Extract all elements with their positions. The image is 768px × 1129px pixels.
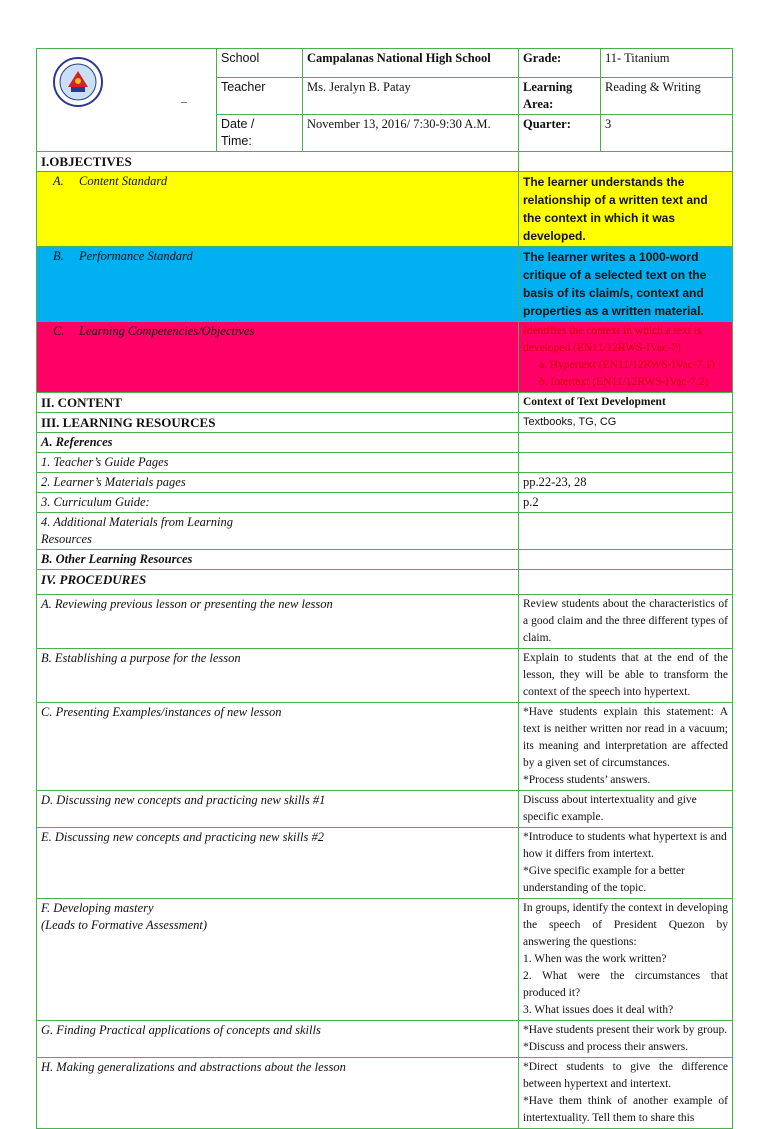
resources-row (37, 413, 733, 433)
procedure-h-value (519, 1058, 733, 1129)
competency-intertext: b. Intertext (EN11/12RWS-IVac-7.2) (539, 376, 709, 388)
procedure-h-row (37, 1058, 733, 1129)
procedure-d-value: Discuss about intertextuality and give specific example. (519, 791, 733, 828)
grade-label: Grade: (519, 49, 601, 78)
lesson-plan-table (36, 48, 733, 1129)
lesson-plan (36, 48, 732, 1129)
curriculum-guide-row (37, 493, 733, 513)
procedure-b-row (37, 649, 733, 703)
procedures-title-row (37, 570, 733, 595)
competencies-letter: C. (53, 324, 65, 338)
other-resources-label: B. Other Learning Resources (37, 550, 519, 570)
competencies-row (37, 322, 733, 393)
seal-cell (37, 49, 217, 152)
procedure-b-label: B. Establishing a purpose for the lesson (37, 649, 519, 703)
procedure-c-row (37, 703, 733, 791)
curriculum-guide-value: p.2 (519, 493, 733, 513)
content-standard-text: Content Standard (79, 174, 168, 188)
performance-standard-letter: B. (53, 249, 64, 263)
competency-main: Identifies the context in which a text is developed (EN11/12RWS-IVac-7) (523, 325, 702, 354)
date-value: November 13, 2016/ 7:30-9:30 A.M. (303, 115, 519, 152)
content-title: II. CONTENT (37, 393, 519, 413)
procedure-c-value (519, 703, 733, 791)
other-resources-row (37, 550, 733, 570)
grade-value: 11- Titanium (601, 49, 733, 78)
procedure-c-line1: *Have students explain this statement: A text is neither written nor read in a vacuum; its meaning and interpretation are affected by a given set of circumstances. (523, 706, 728, 769)
additional-materials-line1: 4. Additional Materials from Learning (41, 515, 234, 529)
school-label: School (217, 49, 303, 78)
competencies-text: Learning Competencies/Objectives (79, 324, 255, 338)
content-row (37, 393, 733, 413)
procedure-h-line2: *Have them think of another example of intertextuality. Tell them to share this (523, 1095, 728, 1124)
procedure-g-label: G. Finding Practical applications of concepts and skills (37, 1021, 519, 1058)
performance-standard-value: The learner writes a 1000-word critique of a selected text on the basis of its claim/s, context and properties as a written material. (519, 247, 733, 322)
quarter-label: Quarter: (519, 115, 601, 152)
procedure-e-line2: *Give specific example for a better understanding of the topic. (523, 865, 685, 894)
learning-area-value: Reading & Writing (601, 78, 733, 115)
objectives-title: I.OBJECTIVES (37, 152, 519, 172)
date-label-line1: Date / (221, 117, 255, 131)
procedure-f-label (37, 899, 519, 1021)
additional-materials-line2: Resources (41, 532, 92, 546)
procedure-a-row (37, 595, 733, 649)
resources-title: III. LEARNING RESOURCES (37, 413, 519, 433)
procedure-b-value: Explain to students that at the end of the lesson, they will be able to transform the context of the speech into hypertext. (519, 649, 733, 703)
performance-standard-label (37, 247, 519, 322)
content-standard-letter: A. (53, 174, 64, 188)
procedure-e-value (519, 828, 733, 899)
deped-seal-icon (53, 57, 103, 107)
competencies-label (37, 322, 519, 393)
procedure-d-label: D. Discussing new concepts and practicing new skills #1 (37, 791, 519, 828)
learner-materials-value: pp.22-23, 28 (519, 473, 733, 493)
teacher-value: Ms. Jeralyn B. Patay (303, 78, 519, 115)
learning-area-label-line2: Area: (523, 97, 554, 111)
learner-materials-label: 2. Learner’s Materials pages (37, 473, 519, 493)
curriculum-guide-label: 3. Curriculum Guide: (37, 493, 519, 513)
procedure-c-label: C. Presenting Examples/instances of new lesson (37, 703, 519, 791)
teacher-guide-label: 1. Teacher’s Guide Pages (37, 453, 519, 473)
content-standard-row (37, 172, 733, 247)
performance-standard-text: Performance Standard (79, 249, 193, 263)
teacher-guide-row (37, 453, 733, 473)
learning-area-label-line1: Learning (523, 80, 573, 94)
procedure-a-value: Review students about the characteristics of a good claim and the three different types of claim. (519, 595, 733, 649)
content-standard-label (37, 172, 519, 247)
school-value: Campalanas National High School (303, 49, 519, 78)
resources-value: Textbooks, TG, CG (519, 413, 733, 433)
quarter-value: 3 (601, 115, 733, 152)
learner-materials-row (37, 473, 733, 493)
references-row (37, 433, 733, 453)
procedure-f-row (37, 899, 733, 1021)
additional-materials-value (519, 513, 733, 550)
procedure-f-line4: 3. What issues does it deal with? (523, 1004, 674, 1016)
procedure-g-value (519, 1021, 733, 1058)
objectives-title-empty (519, 152, 733, 172)
additional-materials-label (37, 513, 519, 550)
objectives-title-row (37, 152, 733, 172)
procedure-f-label-line1: F. Developing mastery (41, 901, 154, 915)
procedures-title: IV. PROCEDURES (37, 570, 519, 595)
performance-standard-row (37, 247, 733, 322)
procedure-h-label: H. Making generalizations and abstractions about the lesson (37, 1058, 519, 1129)
additional-materials-row (37, 513, 733, 550)
header-row-school (37, 49, 733, 78)
procedure-a-label: A. Reviewing previous lesson or presenting the new lesson (37, 595, 519, 649)
date-label-line2: Time: (221, 134, 252, 148)
procedure-d-row (37, 791, 733, 828)
procedures-title-empty (519, 570, 733, 595)
other-resources-value (519, 550, 733, 570)
date-label (217, 115, 303, 152)
header-dash: – (181, 94, 187, 108)
procedure-f-line3: 2. What were the circumstances that produced it? (523, 970, 728, 999)
competencies-value (519, 322, 733, 393)
procedure-g-line1: *Have students present their work by group. (523, 1024, 728, 1036)
procedure-e-line1: *Introduce to students what hypertext is and how it differs from intertext. (523, 831, 727, 860)
procedure-f-label-line2: (Leads to Formative Assessment) (41, 918, 208, 932)
procedure-e-row (37, 828, 733, 899)
teacher-label: Teacher (217, 78, 303, 115)
content-standard-value: The learner understands the relationship of a written text and the context in which it was developed. (519, 172, 733, 247)
procedure-f-value (519, 899, 733, 1021)
teacher-guide-value (519, 453, 733, 473)
content-value: Context of Text Development (519, 393, 733, 413)
procedure-f-line1: In groups, identify the context in developing the speech of President Quezon by answering the questions: (523, 902, 728, 948)
procedure-h-line1: *Direct students to give the difference between hypertext and intertext. (523, 1061, 728, 1090)
procedure-c-line2: *Process students’ answers. (523, 774, 651, 786)
procedure-e-label: E. Discussing new concepts and practicing new skills #2 (37, 828, 519, 899)
procedure-g-row (37, 1021, 733, 1058)
procedure-f-line2: 1. When was the work written? (523, 953, 667, 965)
competency-hypertext: a. Hypertext (EN11/12RWS-IVac-7.1) (539, 359, 715, 371)
learning-area-label (519, 78, 601, 115)
procedure-g-line2: *Discuss and process their answers. (523, 1041, 689, 1053)
references-label: A. References (37, 433, 519, 453)
references-value (519, 433, 733, 453)
